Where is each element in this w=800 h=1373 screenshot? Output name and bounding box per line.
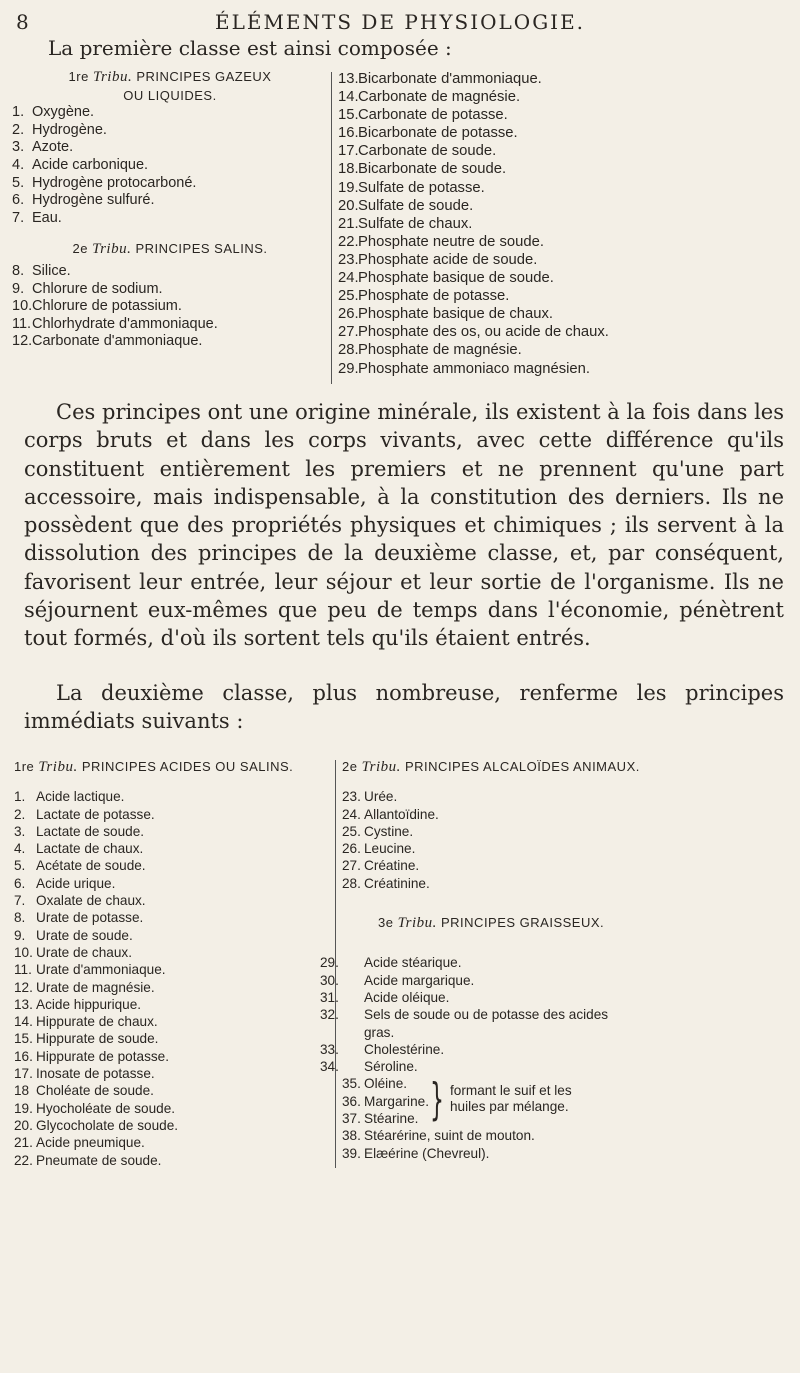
list-item	[338, 305, 788, 323]
item-text: Oléine.	[364, 1076, 408, 1092]
list-item	[12, 333, 328, 351]
list-item	[320, 972, 642, 989]
tribe-title: PRINCIPES ALCALOÏDES ANIMAUX.	[405, 759, 640, 774]
item-text: Margarine.	[364, 1093, 429, 1109]
item-number: 26.	[342, 841, 361, 857]
list-item	[12, 122, 328, 140]
class2-tribe2-heading	[342, 758, 788, 776]
list-item	[338, 341, 788, 359]
item-text: Hippurate de chaux.	[36, 1014, 158, 1030]
tribe-title: PRINCIPES GRAISSEUX.	[441, 915, 605, 931]
item-number: 8.	[14, 910, 26, 926]
item-text: Bicarbonate de soude.	[358, 161, 507, 178]
page-header	[0, 6, 800, 36]
item-number: 22.	[14, 1152, 33, 1168]
item-text: Hydrogène sulfuré.	[32, 192, 155, 209]
list-item	[320, 1041, 642, 1058]
item-number: 18.	[338, 161, 359, 178]
list-item	[14, 892, 332, 909]
class1-right-list	[338, 70, 788, 378]
item-text: Lactate de soude.	[36, 823, 145, 839]
list-item	[320, 954, 642, 971]
item-number: 22.	[338, 233, 359, 250]
item-text: Leucine.	[364, 841, 416, 857]
list-item	[14, 909, 332, 926]
item-number: 14.	[338, 89, 359, 106]
item-number: 29.	[338, 360, 359, 377]
item-text: Hydrogène.	[32, 121, 107, 138]
item-text: Acide urique.	[36, 875, 116, 891]
list-item	[338, 179, 788, 197]
list-item	[14, 1065, 332, 1082]
list-item	[14, 961, 332, 978]
list-item	[338, 124, 788, 142]
item-number: 10.	[14, 944, 33, 960]
list-item	[342, 823, 788, 840]
brace-group	[342, 1075, 788, 1127]
item-number: 28.	[338, 342, 359, 359]
list-item	[14, 1013, 332, 1030]
item-number: 17.	[338, 143, 359, 160]
item-number: 1.	[12, 104, 25, 121]
list-item	[342, 1127, 788, 1144]
item-text: Urate de soude.	[36, 927, 133, 943]
item-text: Urée.	[364, 789, 398, 805]
item-text: Elæérine (Chevreul).	[364, 1145, 490, 1161]
item-number: 27.	[338, 324, 359, 341]
item-text: Phosphate ammoniaco magnésien.	[358, 360, 590, 377]
list-item	[338, 269, 788, 287]
tribe-ordinal: 1re	[14, 759, 35, 774]
item-number: 24.	[342, 806, 361, 822]
item-number: 19.	[14, 1100, 33, 1116]
item-text: Acide margarique.	[364, 972, 475, 988]
paragraph-1-text: Ces principes ont une origine minérale, ils existent à la fois dans les corps bruts et dans les corps vivants, avec cette différence qu'ils constituent entièrement les premiers et ne prennent qu'une part accessoire, mais indispensable, à la constitution des derniers. Ils ne possèdent que des propriétés physiques et chimiques ; ils servent à la dissolution des principes de la deuxième classe, et, par conséquent, favorisent leur entrée, leur séjour et leur sortie de l'organisme. Ils ne séjournent eux-mêmes que peu de temps dans l'économie, pénètrent tout formés, d'où ils sortent tels qu'ils étaient entrés.	[24, 400, 784, 651]
item-text: Lactate de chaux.	[36, 841, 144, 857]
class2-tribe3-list-b	[342, 1127, 788, 1162]
item-number: 6.	[12, 192, 25, 209]
item-text: Carbonate d'ammoniaque.	[32, 333, 203, 350]
item-text: Chlorure de potassium.	[32, 298, 182, 315]
item-text: Phosphate basique de soude.	[358, 270, 554, 287]
tribe-ordinal: 2e	[342, 759, 358, 774]
item-text: Urate d'ammoniaque.	[36, 962, 166, 978]
list-item	[342, 788, 788, 805]
list-item	[342, 1145, 788, 1162]
class1-tribe1-subheading: OU LIQUIDES.	[123, 87, 217, 103]
item-text: Créatine.	[364, 858, 420, 874]
list-item	[12, 298, 328, 316]
item-text: Créatinine.	[364, 875, 430, 891]
item-text: Chlorure de sodium.	[32, 280, 163, 297]
item-text: Phosphate neutre de soude.	[358, 233, 544, 250]
item-text: Azote.	[32, 139, 74, 156]
list-item	[14, 840, 332, 857]
item-text: Oxalate de chaux.	[36, 893, 146, 909]
class1-tribe1-list	[12, 104, 328, 227]
item-text: Phosphate de potasse.	[358, 288, 510, 305]
class1-tribe1-heading	[12, 68, 328, 87]
item-number: 23.	[342, 789, 361, 805]
item-number: 36.	[342, 1093, 361, 1109]
brace-note: formant le suif et les huiles par mélange.	[450, 1083, 572, 1115]
item-text: Carbonate de soude.	[358, 143, 497, 160]
list-item	[12, 139, 328, 157]
class2-tribe3-list-a	[320, 954, 642, 1075]
list-item	[342, 840, 788, 857]
tribe-title: PRINCIPES ACIDES OU SALINS.	[81, 759, 294, 774]
tribe-title: PRINCIPES GAZEUX	[136, 69, 272, 84]
item-number: 2.	[14, 806, 26, 822]
item-text: Urate de potasse.	[36, 910, 144, 926]
item-text: Carbonate de potasse.	[358, 107, 508, 124]
item-number: 7.	[14, 893, 26, 909]
item-number: 17.	[14, 1066, 33, 1082]
item-number: 31.	[320, 989, 339, 1005]
item-text: Silice.	[32, 262, 71, 279]
tribe-word: Tribu.	[361, 759, 401, 775]
item-number: 15.	[338, 107, 359, 124]
item-text: Phosphate basique de chaux.	[358, 306, 553, 323]
tribe-word: Tribu.	[397, 915, 437, 932]
list-item	[342, 806, 788, 823]
item-text: Hippurate de potasse.	[36, 1048, 170, 1064]
item-text: Sulfate de potasse.	[358, 179, 485, 196]
list-item	[14, 1082, 332, 1099]
list-item	[14, 857, 332, 874]
tribe-ordinal: 1re	[68, 69, 89, 84]
item-number: 16.	[338, 125, 359, 142]
item-number: 4.	[14, 841, 26, 857]
item-number: 11.	[12, 315, 32, 332]
list-item	[320, 1006, 642, 1041]
item-text: Phosphate des os, ou acide de chaux.	[358, 324, 609, 341]
list-item	[338, 360, 788, 378]
item-number: 38.	[342, 1128, 361, 1144]
paragraph-2	[24, 679, 784, 736]
item-number: 3.	[14, 823, 26, 839]
list-item	[14, 823, 332, 840]
class1-tribe2-list	[12, 263, 328, 351]
item-number: 30.	[320, 972, 339, 988]
list-item	[338, 88, 788, 106]
item-number: 13.	[14, 996, 33, 1012]
list-item	[14, 1030, 332, 1047]
list-item	[14, 806, 332, 823]
item-number: 13.	[338, 71, 359, 87]
item-number: 12.	[12, 333, 33, 350]
list-item	[14, 1134, 332, 1151]
item-number: 20.	[338, 197, 359, 214]
item-number: 24.	[338, 270, 359, 287]
item-text: Sulfate de chaux.	[358, 215, 473, 232]
page-number: 8	[16, 10, 29, 34]
list-item	[338, 160, 788, 178]
item-text: Acide stéarique.	[364, 955, 462, 971]
list-item	[338, 142, 788, 160]
item-number: 10.	[12, 298, 33, 315]
item-text: Acide pneumique.	[36, 1135, 145, 1151]
intro-line: La première classe est ainsi composée :	[48, 36, 452, 60]
tribe-word: Tribu.	[38, 759, 78, 775]
tribe-title: PRINCIPES SALINS.	[135, 241, 268, 257]
running-title: ÉLÉMENTS DE PHYSIOLOGIE.	[214, 10, 586, 34]
paragraph-1	[24, 398, 784, 653]
item-number: 16.	[14, 1048, 33, 1064]
item-text: Séroline.	[364, 1059, 418, 1075]
item-number: 20.	[14, 1117, 33, 1133]
item-text: Phosphate acide de soude.	[358, 251, 538, 268]
item-number: 8.	[12, 262, 25, 279]
class2-tribe2-list	[342, 788, 788, 892]
item-number: 3.	[12, 139, 25, 156]
list-item	[14, 944, 332, 961]
class1-right-column	[338, 70, 788, 378]
list-item	[12, 210, 328, 228]
item-text: Allantoïdine.	[364, 806, 439, 822]
item-number: 21.	[14, 1135, 33, 1151]
list-item	[338, 233, 788, 251]
list-item	[338, 197, 788, 215]
item-text: Cholestérine.	[364, 1041, 445, 1057]
item-number: 33.	[320, 1041, 339, 1057]
item-number: 18	[14, 1083, 30, 1099]
item-number: 9.	[14, 927, 26, 943]
item-number: 37.	[342, 1111, 361, 1127]
class1-left-column	[12, 68, 328, 351]
item-text: Hydrogène protocarboné.	[32, 174, 197, 191]
item-number: 25.	[338, 288, 359, 305]
item-number: 23.	[338, 251, 359, 268]
list-item	[12, 175, 328, 193]
list-item	[338, 106, 788, 124]
item-text: Inosate de potasse.	[36, 1066, 155, 1082]
item-number: 12.	[14, 979, 33, 995]
item-number: 34.	[320, 1059, 339, 1075]
item-number: 32.	[320, 1007, 339, 1023]
item-number: 21.	[338, 215, 359, 232]
list-item	[14, 875, 332, 892]
item-number: 2.	[12, 121, 25, 138]
item-text: Sels de soude ou de potasse des acides gras.	[364, 1007, 609, 1040]
class2-tribe1-list	[14, 788, 332, 1169]
list-item	[338, 215, 788, 233]
list-item	[14, 1048, 332, 1065]
item-number: 27.	[342, 858, 361, 874]
item-text: Pneumate de soude.	[36, 1152, 162, 1168]
item-number: 1.	[14, 789, 26, 805]
class2-tribe3-heading	[342, 914, 788, 932]
list-item	[338, 70, 788, 88]
item-text: Choléate de soude.	[36, 1083, 154, 1099]
item-number: 15.	[14, 1031, 33, 1047]
list-item	[12, 157, 328, 175]
list-item	[12, 316, 328, 334]
list-item	[12, 192, 328, 210]
item-text: Eau.	[32, 209, 62, 226]
item-number: 39.	[342, 1145, 361, 1161]
item-text: Hippurate de soude.	[36, 1031, 159, 1047]
item-text: Cystine.	[364, 823, 414, 839]
item-text: Acide oléique.	[364, 989, 450, 1005]
item-text: Carbonate de magnésie.	[358, 89, 521, 106]
item-text: Acide lactique.	[36, 789, 125, 805]
class1-tribe2-heading	[12, 240, 328, 259]
item-text: Hyocholéate de soude.	[36, 1100, 176, 1116]
list-item	[14, 788, 332, 805]
tribe-ordinal: 2e	[72, 241, 88, 257]
item-number: 4.	[12, 156, 25, 173]
item-text: Chlorhydrate d'ammoniaque.	[32, 315, 218, 332]
item-text: Bicarbonate de potasse.	[358, 125, 518, 142]
curly-brace-icon: }	[430, 1074, 444, 1126]
class2-left-column	[14, 758, 332, 1169]
list-item	[14, 1117, 332, 1134]
item-text: Sulfate de soude.	[358, 197, 474, 214]
item-text: Acétate de soude.	[36, 858, 146, 874]
class2-right-column	[320, 758, 788, 1162]
item-text: Lactate de potasse.	[36, 806, 155, 822]
list-item	[12, 263, 328, 281]
item-text: Bicarbonate d'ammoniaque.	[358, 71, 542, 87]
item-number: 19.	[338, 179, 359, 196]
item-text: Urate de magnésie.	[36, 979, 155, 995]
list-item	[338, 251, 788, 269]
list-item	[342, 875, 788, 892]
list-item	[14, 1100, 332, 1117]
list-item	[14, 979, 332, 996]
list-item	[338, 287, 788, 305]
list-item	[12, 281, 328, 299]
item-number: 28.	[342, 875, 361, 891]
item-number: 7.	[12, 209, 25, 226]
list-item	[320, 1058, 642, 1075]
list-item	[12, 104, 328, 122]
column-divider	[331, 72, 332, 384]
item-number: 25.	[342, 823, 361, 839]
item-text: Stéarine.	[364, 1111, 419, 1127]
item-number: 11.	[14, 962, 32, 978]
item-number: 5.	[12, 174, 25, 191]
paragraph-2-text: La deuxième classe, plus nombreuse, renferme les principes immédiats suivants :	[24, 681, 784, 734]
item-number: 29.	[320, 955, 339, 971]
list-item	[320, 989, 642, 1006]
item-text: Stéarérine, suint de mouton.	[364, 1128, 535, 1144]
item-number: 35.	[342, 1076, 361, 1092]
item-number: 26.	[338, 306, 359, 323]
list-item	[338, 323, 788, 341]
list-item	[342, 857, 788, 874]
item-text: Oxygène.	[32, 104, 95, 121]
class2-tribe1-heading	[14, 758, 332, 776]
list-item	[14, 1152, 332, 1169]
item-text: Acide carbonique.	[32, 156, 149, 173]
list-item	[14, 927, 332, 944]
tribe-word: Tribu.	[92, 241, 132, 258]
item-number: 5.	[14, 858, 26, 874]
item-text: Acide hippurique.	[36, 996, 142, 1012]
item-text: Phosphate de magnésie.	[358, 342, 522, 359]
tribe-ordinal: 3e	[378, 915, 394, 931]
item-number: 6.	[14, 875, 26, 891]
item-number: 9.	[12, 280, 25, 297]
item-number: 14.	[14, 1014, 33, 1030]
tribe-word: Tribu.	[92, 69, 133, 85]
item-text: Urate de chaux.	[36, 944, 132, 960]
item-text: Glycocholate de soude.	[36, 1117, 179, 1133]
list-item	[14, 996, 332, 1013]
